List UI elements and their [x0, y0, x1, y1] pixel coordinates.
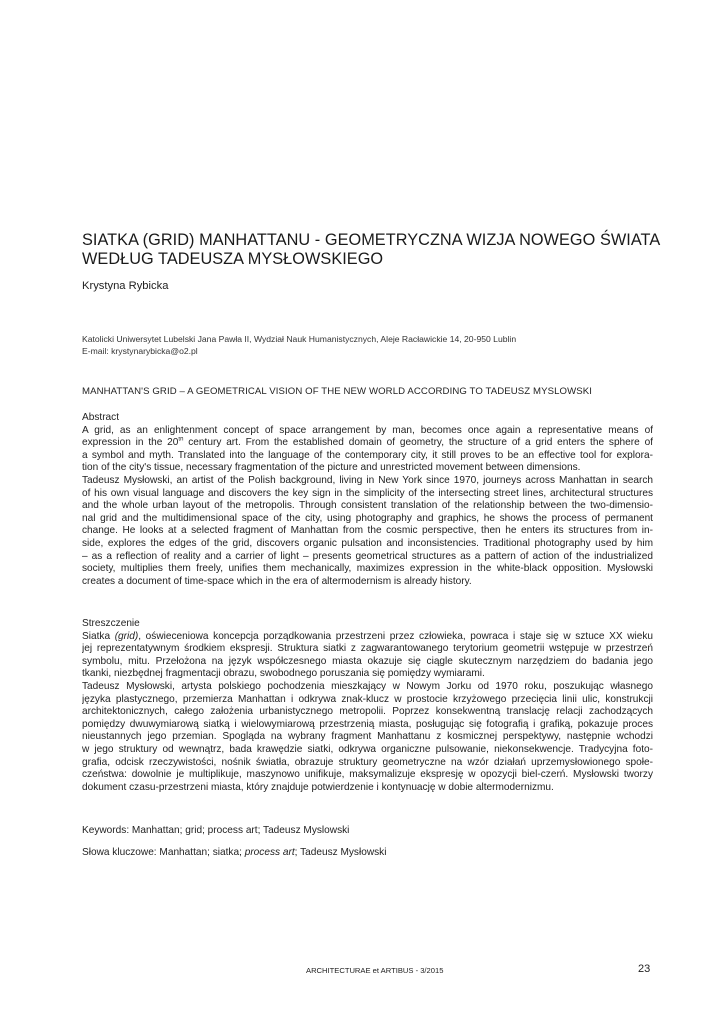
streszczenie-grid-italic: (grid) — [114, 630, 139, 642]
abstract-line: side, explores the edges of the grid, discovers organic pulsation and inconsistencies. Traditional photography used by him — [82, 537, 653, 549]
streszczenie-line-1-a: Siatka — [82, 630, 115, 642]
streszczenie-line: języka plastycznego, przemierza Manhattan i odkrywa znak-klucz w prostocie krzyżowego przecięcia linii ulic, konstrukcji — [82, 693, 653, 705]
keywords-polish-b: ; Tadeusz Mysłowski — [294, 847, 387, 858]
keywords-polish — [82, 847, 386, 858]
journal-footer: ARCHITECTURAE et ARTIBUS - 3/2015 — [306, 966, 444, 975]
abstract-line: of his own visual language and discovers the key sign in the simplicity of the intersecting street lines, architectural structures — [82, 487, 653, 499]
streszczenie-line: architektonicznych, całego założenia urbanistycznego metropolii. Poprzez konsekwentną translację relacji zachodzących — [82, 706, 653, 718]
email-address: E-mail: krystynarybicka@o2.pl — [82, 346, 198, 356]
article-title — [82, 231, 662, 269]
author-name: Krystyna Rybicka — [82, 280, 169, 292]
english-title: MANHATTAN'S GRID – A GEOMETRICAL VISION OF THE NEW WORLD ACCORDING TO TADEUSZ MYSLOWSKI — [82, 386, 593, 397]
abstract-line: tion of the city's tissue, necessary fragmentation of the picture and unrestricted movement between dimensions. — [82, 462, 581, 474]
abstract-section — [82, 412, 653, 588]
keywords-polish-a: Słowa kluczowe: Manhattan; siatka; — [82, 847, 245, 858]
abstract-line-2-start: expression in the 20 — [82, 437, 179, 449]
abstract-heading: Abstract — [82, 412, 120, 423]
streszczenie-line: tkanki, niezbędnej fragmentacji obrazu, swobodnego poruszania się pomiędzy wymiarami. — [82, 668, 485, 680]
abstract-line: a symbol and myth. Translated into the language of the contemporary city, it still proves to be an effective tool for explora- — [82, 449, 653, 461]
streszczenie-line: w jego struktury od wewnątrz, bada krawędzie siatki, odkrywa organiczne pulsowanie, niekonsekwencje. Tradycyjna foto- — [82, 743, 653, 755]
streszczenie-line: nieustannych jego przemian. Spogląda na wybrany fragment Manhattanu z kosmicznej perspektywy, następnie wchodzi — [82, 731, 653, 743]
streszczenie-section — [82, 618, 653, 794]
abstract-line: creates a document of time-space which in the era of altermodernism is already history. — [82, 575, 472, 587]
streszczenie-line: jej reprezentatywnym środkiem ekspresji. Struktura siatki z zagwarantowanego terytorium geometrii wstępuje w przestrzeń — [82, 643, 653, 655]
streszczenie-line: grafia, odcisk rzeczywistości, nośnik światła, obrazuje struktury geometryczne na wzór działań uprzemysłowionego społe- — [82, 756, 653, 768]
abstract-line: Tadeusz Mysłowski, an artist of the Polish background, living in New York since 1970, journeys across Manhattan in search — [82, 474, 653, 486]
keywords-polish-italic: process art — [244, 847, 295, 858]
abstract-line-2-rest: century art. From the established domain of geometry, the structure of a grid enters the sphere of — [183, 437, 653, 449]
abstract-line: and the whole urban layout of the metropolis. Through consistent translation of the relationship between the two-dimensio- — [82, 500, 653, 512]
streszczenie-line: pomiędzy dwuwymiarową siatką i wielowymiarową przestrzenią miasta, posługując się fotografią i grafiką, pokazuje proces — [82, 718, 653, 730]
abstract-line: society, multiplies them freely, unifies them mechanically, maximizes expression in the white-black opposition. Mysłowski — [82, 563, 653, 575]
streszczenie-line: symbolu, mitu. Przełożona na język współczesnego miasta okazuje się ciągle skutecznym narzędziem do badania jego — [82, 655, 653, 667]
abstract-line: nal grid and the multidimensional space of the city, using photography and graphics, he shows the process of permanent — [82, 512, 653, 524]
abstract-line — [82, 437, 653, 450]
abstract-line: change. He looks at a selected fragment of Manhattan from the cosmic perspective, then he enters its structures from in- — [82, 525, 653, 537]
streszczenie-line: Tadeusz Mysłowski, artysta polskiego pochodzenia mieszkający w Nowym Jorku od 1970 roku, poszukując własnego — [82, 680, 653, 692]
article-title-line-2: WEDŁUG TADEUSZA MYSŁOWSKIEGO — [82, 250, 384, 268]
streszczenie-heading: Streszczenie — [82, 618, 140, 629]
superscript-th: th — [178, 437, 184, 443]
page-number: 23 — [638, 963, 651, 975]
abstract-line: – as a reflection of reality and a carrier of light – presents geometrical structures as a pattern of action of the industrialized — [82, 550, 653, 562]
affiliation: Katolicki Uniwersytet Lubelski Jana Pawła II, Wydział Nauk Humanistycznych, Aleje Racławickie 14, 20-950 Lublin — [82, 334, 517, 344]
keywords-english: Keywords: Manhattan; grid; process art; Tadeusz Myslowski — [82, 825, 350, 836]
article-title-line-1: SIATKA (GRID) MANHATTANU - GEOMETRYCZNA WIZJA NOWEGO ŚWIATA — [82, 231, 661, 249]
streszczenie-line: czeństwa: dowolnie je multiplikuje, maszynowo unifikuje, maksymalizuje ekspresję w opozycji biel-czerń. Mysłowski tworzy — [82, 769, 653, 781]
streszczenie-line: dokument czasu-przestrzeni miasta, który znajduje potwierdzenie i kontynuację w dobie altermodernizmu. — [82, 781, 554, 793]
streszczenie-line-1-b: , oświeceniowa koncepcja porządkowania przestrzeni przez człowieka, powraca i staje się w sztuce XX wieku — [138, 630, 653, 642]
abstract-line: A grid, as an enlightenment concept of space arrangement by man, becomes once again a representative means of — [82, 424, 653, 436]
streszczenie-line — [82, 631, 653, 644]
affiliation-block — [82, 333, 516, 357]
